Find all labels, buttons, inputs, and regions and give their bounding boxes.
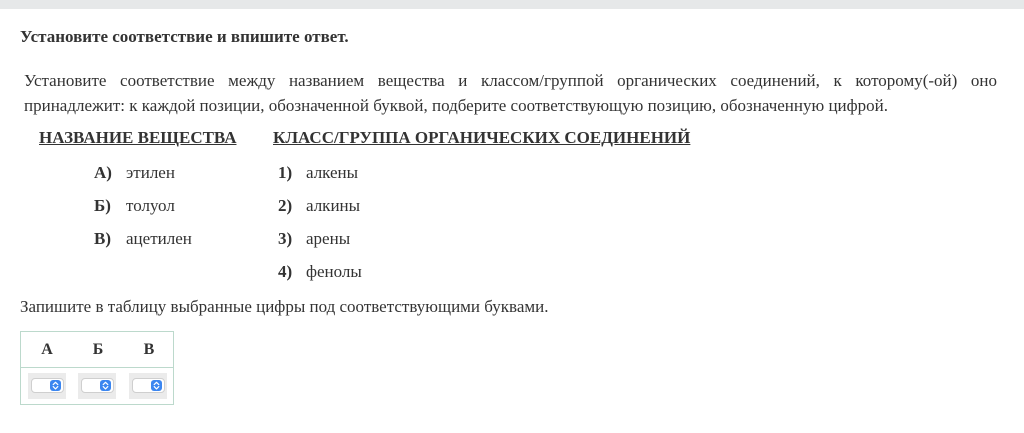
class-item [278, 229, 350, 249]
substance-letter: А) [94, 163, 112, 182]
class-number: 1) [278, 163, 293, 182]
class-name: фенолы [306, 262, 362, 281]
answer-header-v: В [143, 341, 155, 358]
answer-header-a: А [41, 341, 53, 358]
substance-item [94, 229, 192, 249]
class-name: арены [306, 229, 351, 248]
answer-table [20, 331, 174, 405]
stepper-arrows-icon [50, 380, 61, 391]
substance-letter: В) [94, 229, 111, 248]
top-bar [0, 0, 1024, 9]
substance-name: ацетилен [126, 229, 192, 248]
substance-item [94, 163, 175, 183]
class-number: 3) [278, 229, 293, 248]
substance-name: толуол [126, 196, 175, 215]
answer-cell-b [78, 373, 116, 399]
class-name: алкины [306, 196, 361, 215]
answer-cell-v [129, 373, 167, 399]
class-name: алкены [306, 163, 359, 182]
answer-cell-a [28, 373, 66, 399]
answer-select-a[interactable] [31, 378, 64, 393]
right-column-header: КЛАСС/ГРУППА ОРГАНИЧЕСКИХ СОЕДИНЕНИЙ [273, 128, 691, 147]
substance-letter: Б) [94, 196, 111, 215]
stepper-arrows-icon [151, 380, 162, 391]
instruction-text: Запишите в таблицу выбранные цифры под соответствующими буквами. [20, 297, 549, 316]
answer-header-b: Б [92, 341, 104, 358]
stepper-arrows-icon [100, 380, 111, 391]
left-column-header: НАЗВАНИЕ ВЕЩЕСТВА [39, 128, 237, 147]
table-divider [21, 367, 173, 368]
answer-select-b[interactable] [81, 378, 114, 393]
substance-name: этилен [126, 163, 175, 182]
question-text: Установите соответствие между названием вещества и классом/группой органических соединений, к которому(-ой) оно принадлежит: к каждой позиции, обозначенной буквой, подберите соответствующую позицию, обозначенную цифрой. [24, 71, 997, 115]
class-number: 2) [278, 196, 293, 215]
class-number: 4) [278, 262, 293, 281]
class-item [278, 262, 362, 282]
substance-item [94, 196, 175, 216]
class-item [278, 163, 358, 183]
task-title: Установите соответствие и впишите ответ. [20, 27, 349, 46]
class-item [278, 196, 360, 216]
answer-select-v[interactable] [132, 378, 165, 393]
